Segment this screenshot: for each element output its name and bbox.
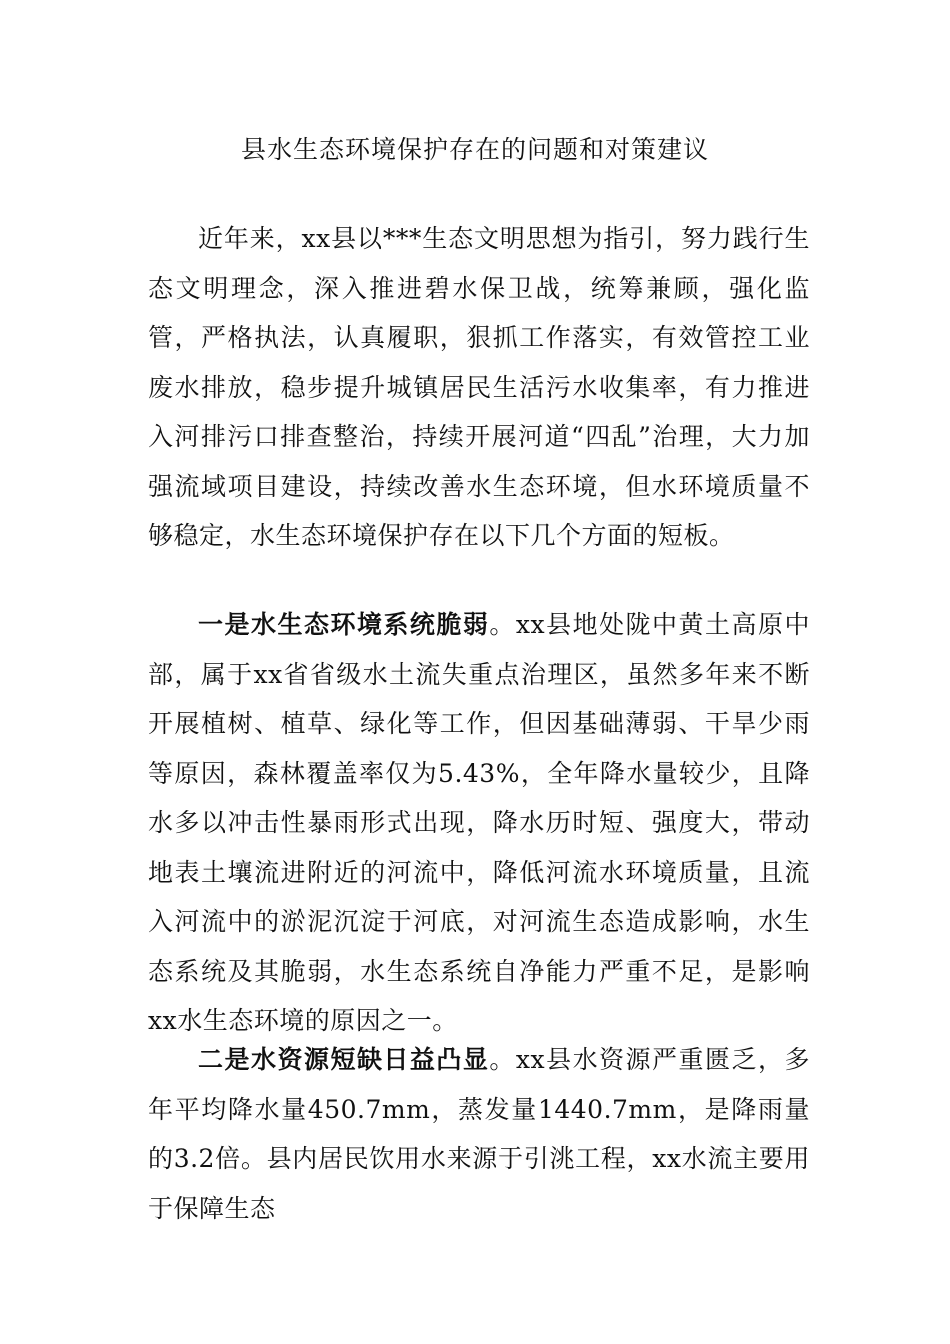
paragraph-intro-text: 近年来，xx县以***生态文明思想为指引，努力践行生态文明理念，深入推进碧水保卫战，统筹兼顾，强化监管，严格执法，认真履职，狠抓工作落实，有效管控工业废水排放，稳步提升城镇居民生活污水收集率，有力推进入河排污口排查整治，持续开展河道“四乱”治理，大力加强流域项目建设，持续改善水生态环境，但水环境质量不够稳定，水生态环境保护存在以下几个方面的短板。 [148,224,810,550]
paragraph-point-one [148,600,810,1046]
paragraph-point-two [148,1035,810,1233]
paragraph-point-two-heading: 二是水资源短缺日益凸显 [198,1045,490,1074]
paragraph-point-one-heading: 一是水生态环境系统脆弱 [198,610,490,639]
document-title: 县水生态环境保护存在的问题和对策建议 [240,135,709,164]
paragraph-point-one-text: 。xx县地处陇中黄土高原中部，属于xx省省级水土流失重点治理区，虽然多年来不断开展植树、植草、绿化等工作，但因基础薄弱、干旱少雨等原因，森林覆盖率仅为5.43%，全年降水量较少，且降水多以冲击性暴雨形式出现，降水历时短、强度大，带动地表土壤流进附近的河流中，降低河流水环境质量，且流入河流中的淤泥沉淀于河底，对河流生态造成影响，水生态系统及其脆弱，水生态系统自净能力严重不足，是影响xx水生态环境的原因之一。 [148,610,810,1035]
paragraph-intro [148,214,810,561]
paragraph-point-two-text: 。xx县水资源严重匮乏，多年平均降水量450.7mm，蒸发量1440.7mm，是降雨量的3.2倍。县内居民饮用水来源于引洮工程，xx水流主要用于保障生态 [148,1045,810,1223]
